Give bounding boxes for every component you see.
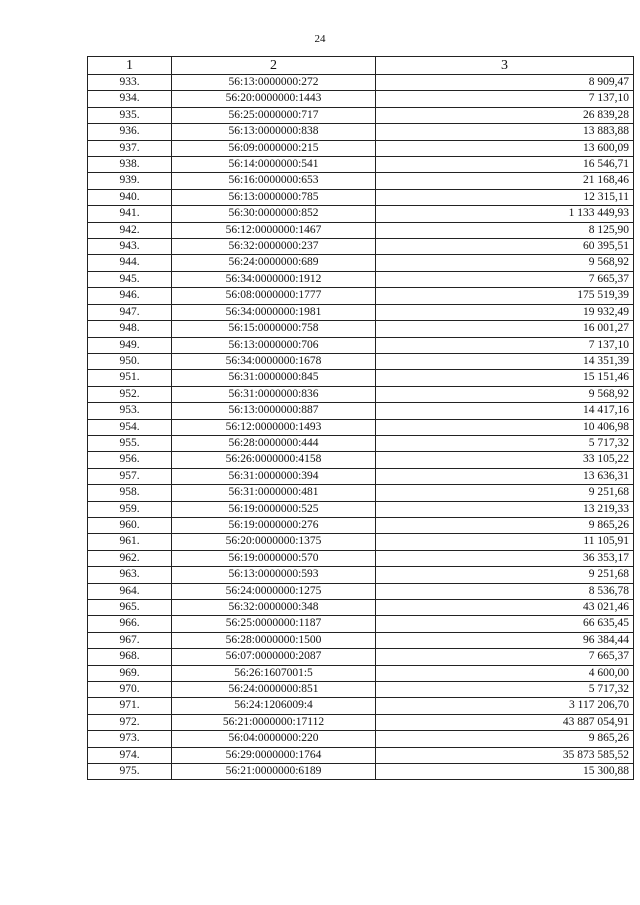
row-number-cell: 956. (88, 452, 172, 468)
cadastral-number-cell: 56:13:0000000:887 (172, 403, 376, 419)
table-row (88, 435, 634, 451)
value-cell: 9 865,26 (376, 731, 634, 747)
row-number-cell: 940. (88, 189, 172, 205)
value-cell: 43 887 054,91 (376, 714, 634, 730)
value-cell: 96 384,44 (376, 632, 634, 648)
value-cell: 33 105,22 (376, 452, 634, 468)
value-cell: 13 600,09 (376, 140, 634, 156)
value-cell: 7 665,37 (376, 271, 634, 287)
value-cell: 5 717,32 (376, 435, 634, 451)
value-cell: 13 636,31 (376, 468, 634, 484)
table-row (88, 124, 634, 140)
cadastral-number-cell: 56:24:0000000:689 (172, 255, 376, 271)
value-cell: 3 117 206,70 (376, 698, 634, 714)
table-row (88, 665, 634, 681)
cadastral-number-cell: 56:07:0000000:2087 (172, 649, 376, 665)
cadastral-number-cell: 56:19:0000000:525 (172, 501, 376, 517)
row-number-cell: 959. (88, 501, 172, 517)
row-number-cell: 941. (88, 206, 172, 222)
value-cell: 8 536,78 (376, 583, 634, 599)
value-cell: 7 137,10 (376, 337, 634, 353)
row-number-cell: 973. (88, 731, 172, 747)
table-row (88, 271, 634, 287)
cadastral-number-cell: 56:28:0000000:444 (172, 435, 376, 451)
value-cell: 5 717,32 (376, 682, 634, 698)
table-row (88, 550, 634, 566)
cadastral-number-cell: 56:19:0000000:570 (172, 550, 376, 566)
row-number-cell: 937. (88, 140, 172, 156)
cadastral-number-cell: 56:13:0000000:593 (172, 567, 376, 583)
cadastral-number-cell: 56:34:0000000:1981 (172, 304, 376, 320)
value-cell: 13 883,88 (376, 124, 634, 140)
value-cell: 11 105,91 (376, 534, 634, 550)
cadastral-number-cell: 56:24:1206009:4 (172, 698, 376, 714)
row-number-cell: 972. (88, 714, 172, 730)
row-number-cell: 939. (88, 173, 172, 189)
header-row (88, 57, 634, 75)
value-cell: 36 353,17 (376, 550, 634, 566)
row-number-cell: 967. (88, 632, 172, 648)
value-cell: 60 395,51 (376, 239, 634, 255)
table-row (88, 649, 634, 665)
table-row (88, 485, 634, 501)
value-cell: 9 865,26 (376, 517, 634, 533)
page-number: 24 (314, 33, 326, 45)
row-number-cell: 946. (88, 288, 172, 304)
table-row (88, 386, 634, 402)
cadastral-number-cell: 56:26:0000000:4158 (172, 452, 376, 468)
row-number-cell: 957. (88, 468, 172, 484)
table-row (88, 419, 634, 435)
value-cell: 15 300,88 (376, 764, 634, 780)
cadastral-number-cell: 56:15:0000000:758 (172, 321, 376, 337)
cadastral-number-cell: 56:16:0000000:653 (172, 173, 376, 189)
row-number-cell: 953. (88, 403, 172, 419)
value-cell: 175 519,39 (376, 288, 634, 304)
value-cell: 14 351,39 (376, 353, 634, 369)
table-row (88, 337, 634, 353)
value-cell: 8 125,90 (376, 222, 634, 238)
row-number-cell: 969. (88, 665, 172, 681)
cadastral-number-cell: 56:25:0000000:1187 (172, 616, 376, 632)
table-row (88, 304, 634, 320)
table-row (88, 583, 634, 599)
table-row (88, 222, 634, 238)
row-number-cell: 934. (88, 91, 172, 107)
row-number-cell: 938. (88, 157, 172, 173)
table-row (88, 632, 634, 648)
cadastral-number-cell: 56:24:0000000:1275 (172, 583, 376, 599)
row-number-cell: 964. (88, 583, 172, 599)
table-row (88, 321, 634, 337)
table-row (88, 731, 634, 747)
value-cell: 35 873 585,52 (376, 747, 634, 763)
cadastral-number-cell: 56:30:0000000:852 (172, 206, 376, 222)
value-cell: 9 568,92 (376, 255, 634, 271)
row-number-cell: 968. (88, 649, 172, 665)
cadastral-number-cell: 56:13:0000000:838 (172, 124, 376, 140)
row-number-cell: 936. (88, 124, 172, 140)
cadastral-number-cell: 56:08:0000000:1777 (172, 288, 376, 304)
table-row (88, 682, 634, 698)
table-row (88, 714, 634, 730)
cadastral-number-cell: 56:25:0000000:717 (172, 107, 376, 123)
table-row (88, 501, 634, 517)
row-number-cell: 944. (88, 255, 172, 271)
table-row (88, 517, 634, 533)
cadastral-number-cell: 56:31:0000000:836 (172, 386, 376, 402)
table-row (88, 189, 634, 205)
table-body (88, 75, 634, 780)
cadastral-number-cell: 56:13:0000000:706 (172, 337, 376, 353)
value-cell: 9 568,92 (376, 386, 634, 402)
value-cell: 7 137,10 (376, 91, 634, 107)
table-row (88, 288, 634, 304)
table-row (88, 567, 634, 583)
table-row (88, 91, 634, 107)
value-cell: 12 315,11 (376, 189, 634, 205)
row-number-cell: 963. (88, 567, 172, 583)
row-number-cell: 945. (88, 271, 172, 287)
row-number-cell: 950. (88, 353, 172, 369)
row-number-cell: 933. (88, 75, 172, 91)
data-table (87, 56, 634, 780)
table-row (88, 403, 634, 419)
value-cell: 7 665,37 (376, 649, 634, 665)
cadastral-number-cell: 56:13:0000000:272 (172, 75, 376, 91)
value-cell: 43 021,46 (376, 600, 634, 616)
table-row (88, 239, 634, 255)
value-cell: 21 168,46 (376, 173, 634, 189)
cadastral-number-cell: 56:12:0000000:1493 (172, 419, 376, 435)
cadastral-number-cell: 56:21:0000000:6189 (172, 764, 376, 780)
cadastral-number-cell: 56:13:0000000:785 (172, 189, 376, 205)
value-cell: 14 417,16 (376, 403, 634, 419)
value-cell: 1 133 449,93 (376, 206, 634, 222)
row-number-cell: 951. (88, 370, 172, 386)
cadastral-number-cell: 56:20:0000000:1443 (172, 91, 376, 107)
row-number-cell: 942. (88, 222, 172, 238)
row-number-cell: 961. (88, 534, 172, 550)
value-cell: 66 635,45 (376, 616, 634, 632)
cadastral-number-cell: 56:09:0000000:215 (172, 140, 376, 156)
row-number-cell: 952. (88, 386, 172, 402)
table-row (88, 370, 634, 386)
row-number-cell: 949. (88, 337, 172, 353)
value-cell: 13 219,33 (376, 501, 634, 517)
value-cell: 9 251,68 (376, 485, 634, 501)
table-row (88, 173, 634, 189)
cadastral-number-cell: 56:24:0000000:851 (172, 682, 376, 698)
value-cell: 8 909,47 (376, 75, 634, 91)
value-cell: 26 839,28 (376, 107, 634, 123)
cadastral-number-cell: 56:04:0000000:220 (172, 731, 376, 747)
table-row (88, 353, 634, 369)
row-number-cell: 966. (88, 616, 172, 632)
table-row (88, 452, 634, 468)
row-number-cell: 958. (88, 485, 172, 501)
cadastral-number-cell: 56:31:0000000:845 (172, 370, 376, 386)
table-row (88, 206, 634, 222)
row-number-cell: 935. (88, 107, 172, 123)
cadastral-number-cell: 56:34:0000000:1912 (172, 271, 376, 287)
cadastral-number-cell: 56:20:0000000:1375 (172, 534, 376, 550)
row-number-cell: 943. (88, 239, 172, 255)
row-number-cell: 954. (88, 419, 172, 435)
table-row (88, 157, 634, 173)
cadastral-number-cell: 56:28:0000000:1500 (172, 632, 376, 648)
column-header-2: 2 (172, 57, 376, 75)
cadastral-number-cell: 56:12:0000000:1467 (172, 222, 376, 238)
table-row (88, 698, 634, 714)
cadastral-number-cell: 56:26:1607001:5 (172, 665, 376, 681)
table-row (88, 140, 634, 156)
row-number-cell: 955. (88, 435, 172, 451)
cadastral-number-cell: 56:31:0000000:394 (172, 468, 376, 484)
column-header-3: 3 (376, 57, 634, 75)
value-cell: 16 001,27 (376, 321, 634, 337)
row-number-cell: 960. (88, 517, 172, 533)
table-row (88, 75, 634, 91)
cadastral-number-cell: 56:32:0000000:348 (172, 600, 376, 616)
row-number-cell: 971. (88, 698, 172, 714)
table-row (88, 107, 634, 123)
value-cell: 10 406,98 (376, 419, 634, 435)
value-cell: 4 600,00 (376, 665, 634, 681)
table-row (88, 600, 634, 616)
row-number-cell: 975. (88, 764, 172, 780)
cadastral-number-cell: 56:19:0000000:276 (172, 517, 376, 533)
cadastral-number-cell: 56:29:0000000:1764 (172, 747, 376, 763)
table-row (88, 534, 634, 550)
cadastral-number-cell: 56:32:0000000:237 (172, 239, 376, 255)
row-number-cell: 962. (88, 550, 172, 566)
row-number-cell: 965. (88, 600, 172, 616)
table-row (88, 616, 634, 632)
table-row (88, 468, 634, 484)
table-row (88, 764, 634, 780)
value-cell: 16 546,71 (376, 157, 634, 173)
column-header-1: 1 (88, 57, 172, 75)
table-row (88, 255, 634, 271)
cadastral-number-cell: 56:14:0000000:541 (172, 157, 376, 173)
cadastral-number-cell: 56:34:0000000:1678 (172, 353, 376, 369)
table-row (88, 747, 634, 763)
cadastral-number-cell: 56:21:0000000:17112 (172, 714, 376, 730)
value-cell: 15 151,46 (376, 370, 634, 386)
cadastral-number-cell: 56:31:0000000:481 (172, 485, 376, 501)
row-number-cell: 948. (88, 321, 172, 337)
row-number-cell: 947. (88, 304, 172, 320)
value-cell: 9 251,68 (376, 567, 634, 583)
table-header (88, 57, 634, 75)
row-number-cell: 970. (88, 682, 172, 698)
value-cell: 19 932,49 (376, 304, 634, 320)
row-number-cell: 974. (88, 747, 172, 763)
